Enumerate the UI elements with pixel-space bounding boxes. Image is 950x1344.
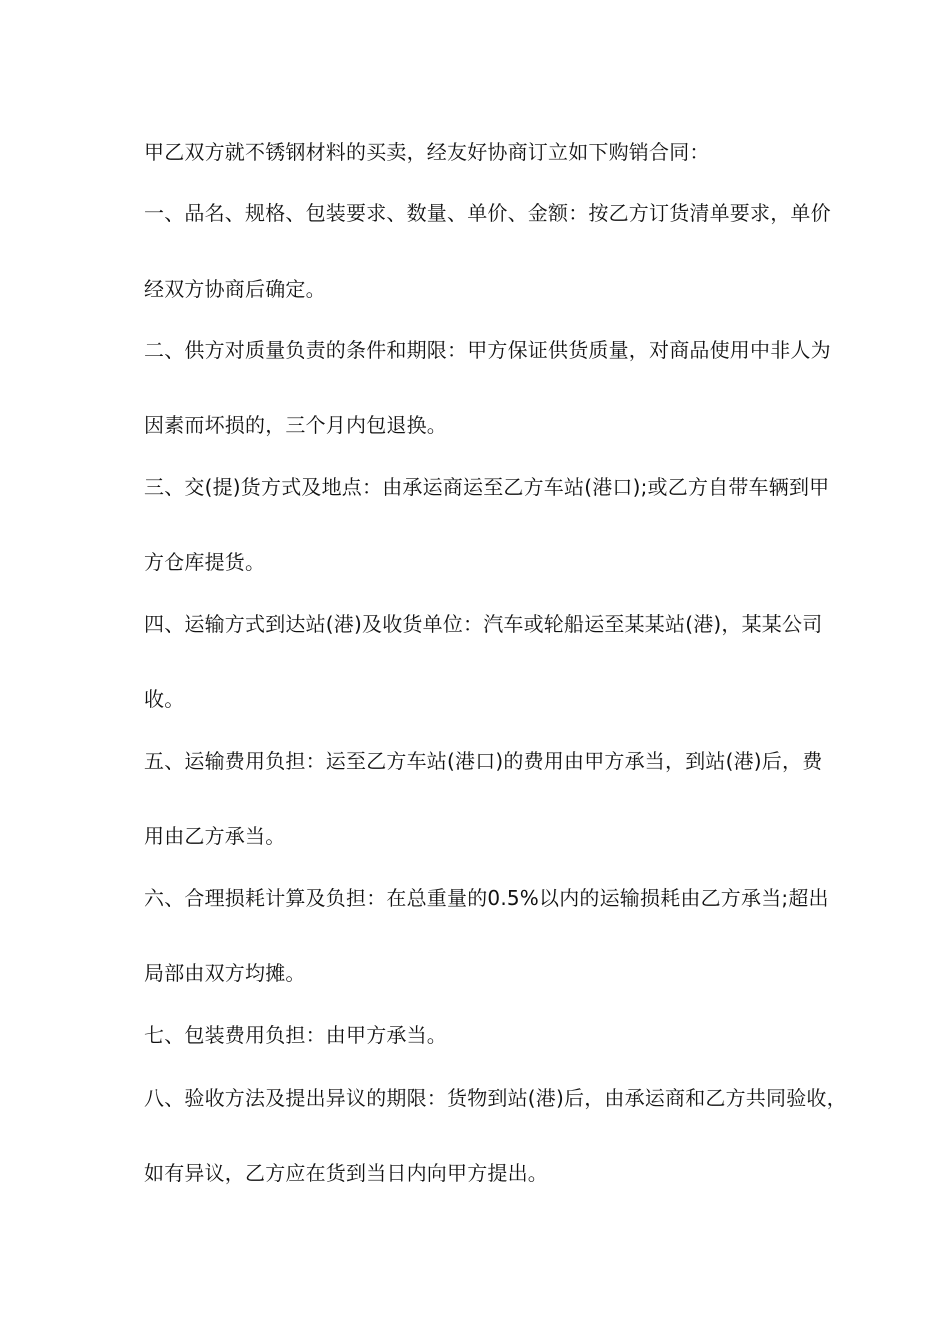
clause-5-line-1: 五、运输费用负担：运至乙方车站(港口)的费用由甲方承当，到站(港)后，费 (144, 749, 823, 773)
clause-2-line-2: 因素而坏损的，三个月内包退换。 (144, 413, 447, 437)
clause-1-line-1: 一、品名、规格、包装要求、数量、单价、金额：按乙方订货清单要求，单价 (144, 201, 831, 225)
clause-4-line-2: 收。 (144, 687, 185, 711)
clause-8-line-2: 如有异议，乙方应在货到当日内向甲方提出。 (144, 1161, 548, 1185)
clause-3-line-1: 三、交(提)货方式及地点：由承运商运至乙方车站(港口);或乙方自带车辆到甲 (144, 475, 830, 499)
clause-2-line-1: 二、供方对质量负责的条件和期限：甲方保证供货质量，对商品使用中非人为 (144, 338, 831, 362)
clause-5-line-2: 用由乙方承当。 (144, 824, 286, 848)
clause-7-line-1: 七、包装费用负担：由甲方承当。 (144, 1023, 447, 1047)
clause-8-line-1: 八、验收方法及提出异议的期限：货物到站(港)后，由承运商和乙方共同验收， (144, 1086, 847, 1110)
clause-6-line-1: 六、合理损耗计算及负担：在总重量的0.5%以内的运输损耗由乙方承当;超出 (144, 886, 829, 910)
intro-text: 甲乙双方就不锈钢材料的买卖，经友好协商订立如下购销合同： (144, 140, 710, 164)
clause-1-line-2: 经双方协商后确定。 (144, 277, 326, 301)
clause-3-line-2: 方仓库提货。 (144, 550, 266, 574)
clause-6-line-2: 局部由双方均摊。 (144, 961, 306, 985)
clause-4-line-1: 四、运输方式到达站(港)及收货单位：汽车或轮船运至某某站(港)，某某公司 (144, 612, 823, 636)
